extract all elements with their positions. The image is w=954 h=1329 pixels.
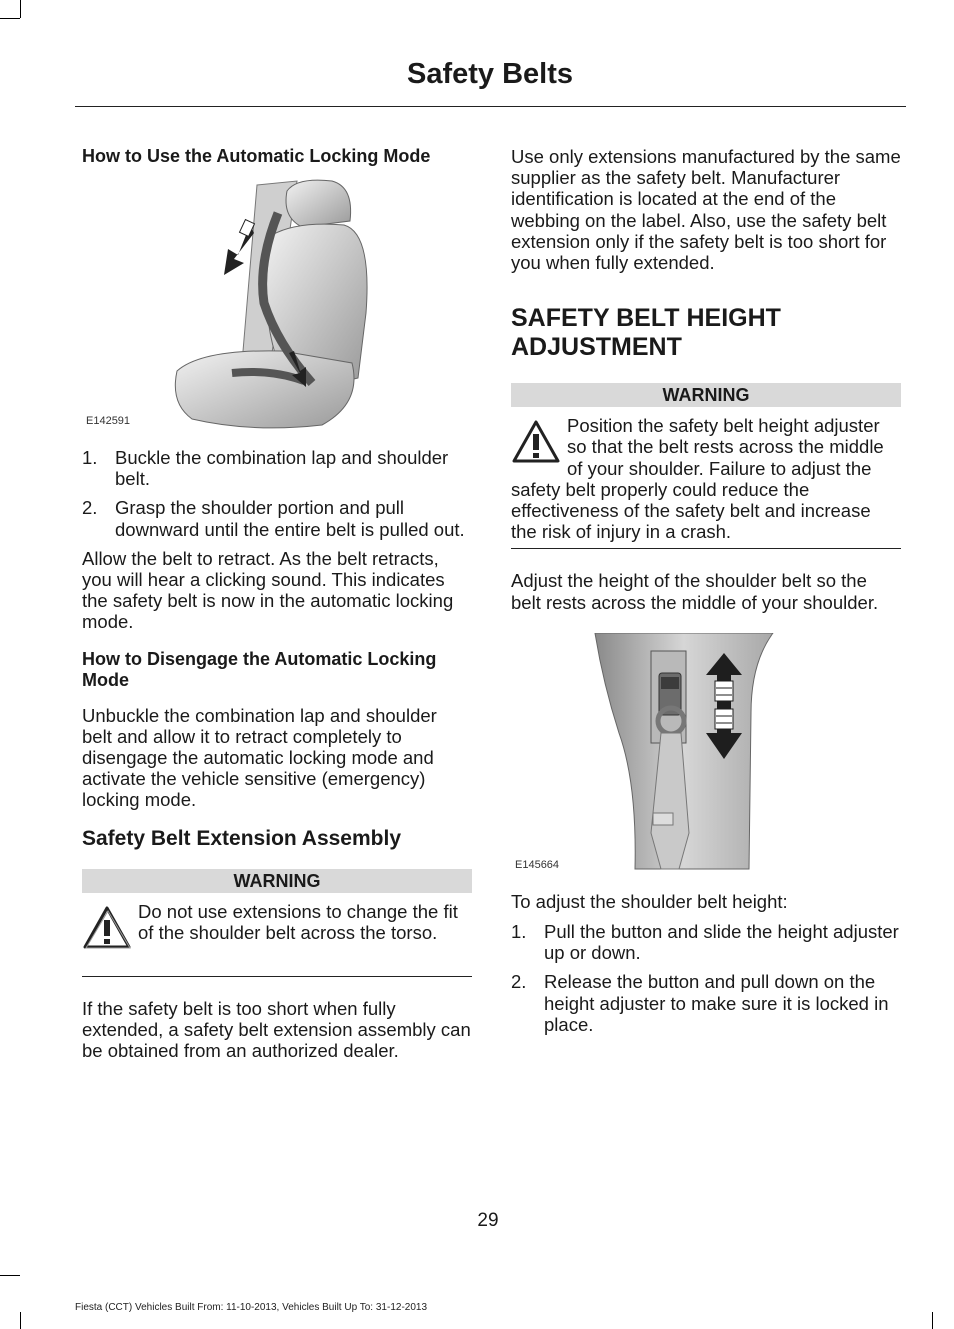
- warning-label: WARNING: [82, 869, 472, 893]
- page-title: Safety Belts: [406, 58, 573, 90]
- warning-label: WARNING: [511, 383, 901, 407]
- list-item: 2. Release the button and pull down on the height adjuster to make sure it is locked in place.: [511, 971, 889, 1035]
- warning-triangle-icon: [82, 905, 132, 951]
- list-item: 1. Pull the button and slide the height adjuster up or down.: [511, 921, 899, 964]
- height-adjuster-illustration: [511, 633, 901, 879]
- title-rule: [75, 106, 906, 107]
- warning-body: [511, 407, 901, 548]
- figure-code: E145664: [515, 858, 560, 871]
- footer-note: Fiesta (CCT) Vehicles Built From: 11-10-2013, Vehicles Built Up To: 31-12-2013: [75, 1302, 428, 1313]
- crop-mark: [20, 1312, 21, 1329]
- seat-illustration: [82, 173, 472, 437]
- crop-mark: [0, 18, 20, 19]
- para-adjust: Adjust the height of the shoulder belt so the belt rests across the middle of your shoulder.: [511, 570, 879, 613]
- para-disengage: Unbuckle the combination lap and shoulder belt and allow it to retract completely to disengage the automatic locking mode and activate the vehicle sensitive (emergency) locking mode.: [82, 704, 437, 811]
- warning-text: Position the safety belt height adjuster so that the belt rests across the middle of your shoulder. Failure to adjust the safety belt properly could reduce the effectiveness of the safety belt and increase the risk of injury in a crash.: [511, 415, 884, 543]
- crop-mark: [20, 0, 21, 18]
- crop-mark: [932, 1312, 933, 1329]
- warning-rule: [511, 548, 901, 549]
- right-column: [511, 146, 901, 1043]
- para-to-adjust: To adjust the shoulder belt height:: [511, 890, 788, 912]
- page-number: 29: [477, 1210, 499, 1231]
- warning-text: Do not use extensions to change the fit of the shoulder belt across the torso.: [138, 900, 458, 943]
- adjuster-figure: [511, 633, 901, 879]
- adjust-steps: [511, 921, 901, 1035]
- heading-height: SAFETY BELT HEIGHT ADJUSTMENT: [511, 304, 781, 362]
- list-item: 2. Grasp the shoulder portion and pull downward until the entire belt is pulled out.: [82, 497, 465, 540]
- para-extension: If the safety belt is too short when fully extended, a safety belt extension assembly can be obtained from an authorized dealer.: [82, 997, 471, 1062]
- left-column: [82, 146, 472, 1061]
- crop-mark: [0, 1275, 20, 1276]
- auto-lock-steps: [82, 447, 472, 540]
- warning-rule: [82, 976, 472, 977]
- warning-box: [82, 869, 472, 977]
- heading-auto-lock: How to Use the Automatic Locking Mode: [82, 146, 431, 166]
- seat-figure: [82, 173, 472, 437]
- figure-code: E142591: [86, 415, 131, 427]
- warning-triangle-icon: [511, 419, 561, 465]
- heading-disengage: How to Disengage the Automatic Locking Mode: [82, 648, 437, 690]
- para-retract: Allow the belt to retract. As the belt retracts, you will hear a clicking sound. This indicates the safety belt is now in the automatic locking mode.: [82, 547, 454, 633]
- list-item: 1. Buckle the combination lap and shoulder belt.: [82, 447, 449, 490]
- warning-box: [511, 383, 901, 549]
- heading-extension: Safety Belt Extension Assembly: [82, 826, 401, 850]
- warning-body: [82, 893, 472, 976]
- para-extension-use: Use only extensions manufactured by the same supplier as the safety belt. Manufacturer identification is located at the end of the webbing on the label. Also, use the safety belt extension only if the safety belt is too short for you when fully extended.: [511, 146, 901, 274]
